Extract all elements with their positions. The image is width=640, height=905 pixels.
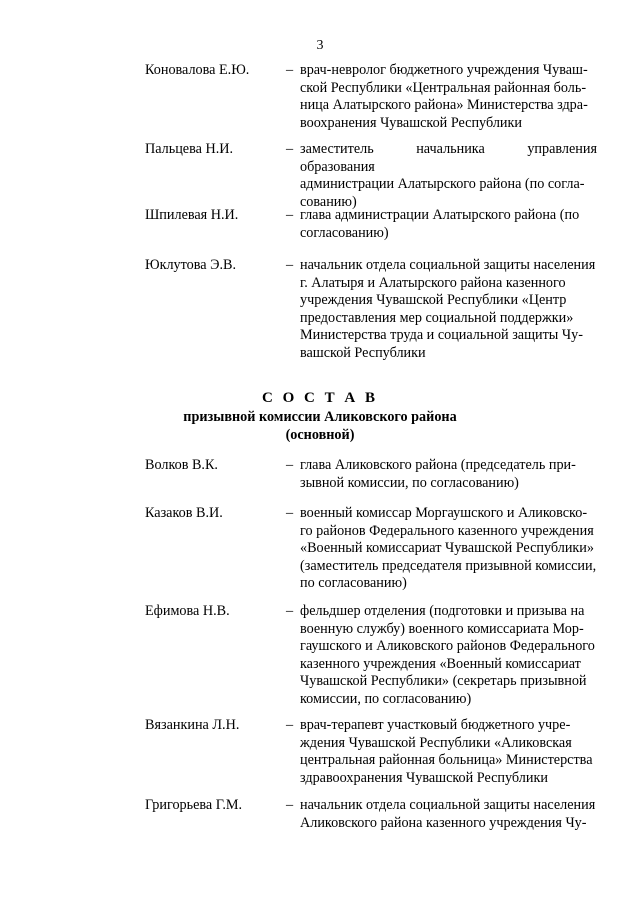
member-name: Казаков В.И.	[145, 505, 223, 521]
page-number: 3	[316, 38, 324, 53]
member-name: Коновалова Е.Ю.	[145, 62, 250, 78]
member-dash: –	[286, 505, 294, 521]
member-description: военный комиссар Моргаушского и Аликовско- го районов Федерального казенного учреждения «Военный комиссариат Чувашской Республики» (заместитель председателя призывной комиссии, по согласованию)	[300, 505, 597, 592]
member-description: врач-невролог бюджетного учреждения Чуваш- ской Республики «Центральная районная боль- ница Алатырского района» Министерства здра- воохранения Чувашской Республики	[300, 62, 588, 131]
member-dash: –	[286, 797, 294, 813]
member-dash: –	[286, 141, 294, 157]
member-name: Юклутова Э.В.	[145, 257, 237, 273]
section-subtitle: призывной комиссии Аликовского района	[183, 409, 457, 425]
member-description: врач-терапевт участковый бюджетного учре- ждения Чувашской Республики «Аликовская центральная районная больница» Министерства здравоохранения Чувашской Республики	[300, 717, 593, 786]
member-name: Ефимова Н.В.	[145, 603, 230, 619]
section-title: С О С Т А В	[262, 390, 378, 406]
member-dash: –	[286, 207, 294, 223]
member-dash: –	[286, 717, 294, 733]
member-dash: –	[286, 603, 294, 619]
member-description: начальник отдела социальной защиты населения г. Алатыря и Алатырского района казенного учреждения Чувашской Республики «Центр предоставления мер социальной поддержки» Министерства труда и социальной защиты Чу- вашской Республики	[300, 257, 596, 361]
member-dash: –	[286, 257, 294, 273]
member-name: Шпилевая Н.И.	[145, 207, 239, 223]
member-name: Вязанкина Л.Н.	[145, 717, 240, 733]
member-description: глава Аликовского района (председатель при- зывной комиссии, по согласованию)	[300, 457, 576, 491]
member-description: начальник отдела социальной защиты населения Аликовского района казенного учреждения Чу-	[300, 797, 596, 831]
member-name: Волков В.К.	[145, 457, 218, 473]
member-dash: –	[286, 457, 294, 473]
member-description: глава администрации Алатырского района (по согласованию)	[300, 207, 580, 241]
member-dash: –	[286, 62, 294, 78]
section-note: (основной)	[285, 427, 355, 443]
member-description: фельдшер отделения (подготовки и призыва на военную службу) военного комиссариата Мор- гаушского и Аликовского районов Федерального казенного учреждения «Военный комиссариат Чувашской Республики» (секретарь призывной комиссии, по согласованию)	[300, 603, 595, 707]
member-name: Пальцева Н.И.	[145, 141, 234, 157]
member-description: заместитель начальника управления образования администрации Алатырского района (по согла- сованию)	[300, 141, 597, 210]
member-name: Григорьева Г.М.	[145, 797, 243, 813]
